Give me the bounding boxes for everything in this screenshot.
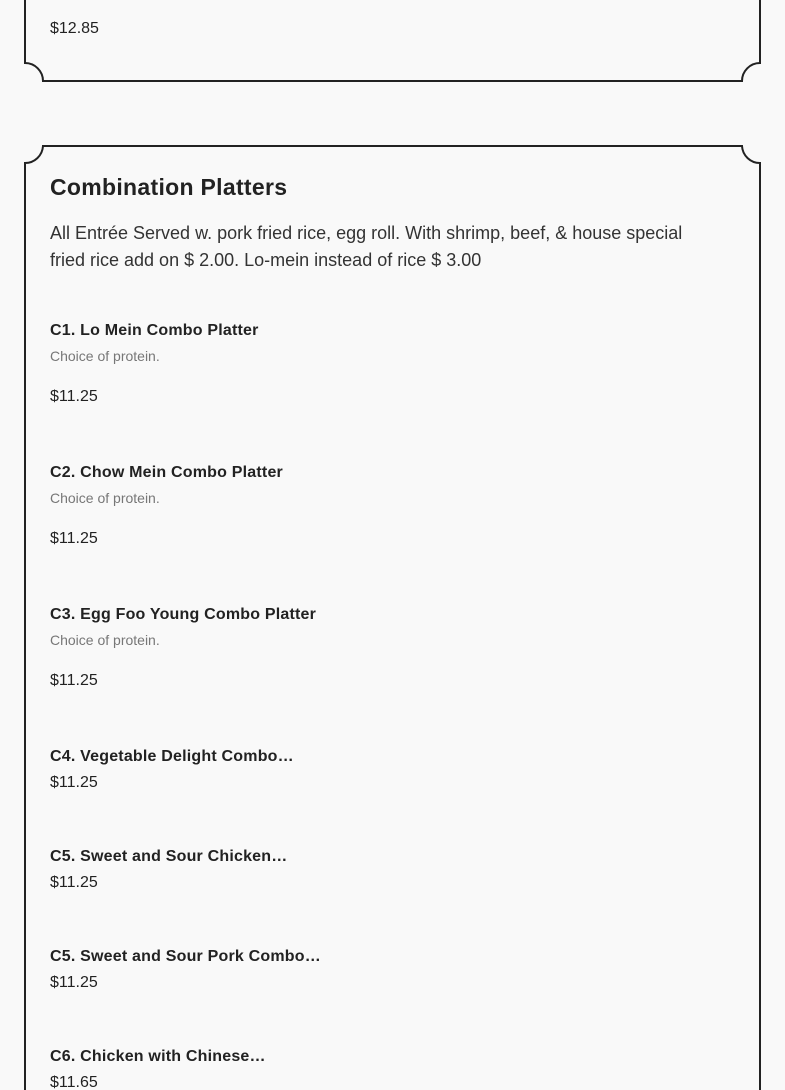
menu-item[interactable]: [50, 1046, 730, 1090]
menu-item[interactable]: [50, 946, 730, 994]
item-price: $11.25: [50, 974, 98, 991]
menu-item[interactable]: [50, 604, 730, 692]
item-name[interactable]: C4. Vegetable Delight Combo…: [50, 748, 294, 765]
item-name[interactable]: C3. Egg Foo Young Combo Platter: [50, 606, 317, 623]
item-description: Choice of protein.: [50, 348, 160, 364]
item-name[interactable]: C2. Chow Mein Combo Platter: [50, 464, 283, 481]
previous-section-card: [24, 0, 761, 81]
item-name[interactable]: C1. Lo Mein Combo Platter: [50, 322, 259, 339]
item-description: Choice of protein.: [50, 490, 160, 506]
item-price: $11.25: [50, 774, 98, 791]
menu-item[interactable]: [50, 320, 730, 408]
item-name[interactable]: C5. Sweet and Sour Chicken…: [50, 848, 288, 865]
item-price: $11.25: [50, 672, 98, 689]
section-title: Combination Platters: [50, 174, 288, 200]
item-name[interactable]: C5. Sweet and Sour Pork Combo…: [50, 948, 321, 965]
section-description: All Entrée Served w. pork fried rice, egg roll. With shrimp, beef, & house special fried rice add on $ 2.00. Lo-mein instead of rice $ 3.00: [50, 223, 683, 270]
menu-item[interactable]: [50, 746, 730, 794]
item-price: $11.25: [50, 388, 98, 405]
item-name[interactable]: C6. Chicken with Chinese…: [50, 1048, 266, 1065]
item-price: $11.65: [50, 1074, 98, 1090]
menu-item[interactable]: [50, 462, 730, 550]
item-description: Choice of protein.: [50, 632, 160, 648]
combination-platters-card: [24, 145, 761, 1090]
item-price: $11.25: [50, 530, 98, 547]
item-price: $11.25: [50, 874, 98, 891]
card-frame: [24, 0, 761, 81]
menu-item[interactable]: [50, 846, 730, 894]
item-price: $12.85: [50, 20, 99, 37]
